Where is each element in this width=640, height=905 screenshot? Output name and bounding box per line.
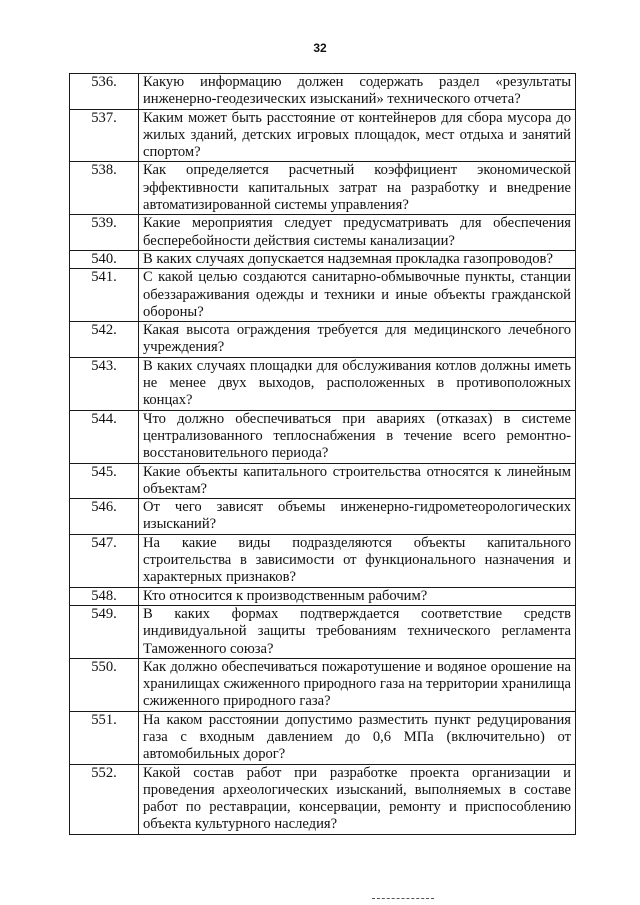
question-text: На какие виды подразделяются объекты капитального строительства в зависимости от функционального назначения и характерных признаков? xyxy=(139,534,576,587)
question-text: Какая высота ограждения требуется для медицинского лечебного учреждения? xyxy=(139,322,576,358)
scan-artifact-line xyxy=(372,898,434,900)
question-text: В каких случаях допускается надземная прокладка газопроводов? xyxy=(139,250,576,268)
question-number: 551. xyxy=(70,711,139,764)
question-row xyxy=(70,534,576,587)
question-number: 542. xyxy=(70,322,139,358)
question-row xyxy=(70,587,576,605)
question-row xyxy=(70,250,576,268)
question-text: Какие мероприятия следует предусматривать для обеспечения бесперебойности действия системы канализации? xyxy=(139,215,576,251)
question-text: Как определяется расчетный коэффициент экономической эффективности капитальных затрат на разработку и внедрение автоматизированной системы управления? xyxy=(139,162,576,215)
question-text: На каком расстоянии допустимо разместить пункт редуцирования газа с входным давлением до 0,6 МПа (включительно) от автомобильных дорог? xyxy=(139,711,576,764)
question-row xyxy=(70,215,576,251)
question-row xyxy=(70,162,576,215)
question-number: 547. xyxy=(70,534,139,587)
question-text: С какой целью создаются санитарно-обмывочные пункты, станции обеззараживания одежды и техники и иные объекты гражданской обороны? xyxy=(139,269,576,322)
question-number: 550. xyxy=(70,658,139,711)
question-number: 537. xyxy=(70,109,139,162)
question-number: 545. xyxy=(70,463,139,499)
questions-table xyxy=(69,73,576,835)
question-number: 543. xyxy=(70,357,139,410)
question-text: Какую информацию должен содержать раздел «результаты инженерно-геодезических изысканий» технического отчета? xyxy=(139,74,576,110)
question-text: От чего зависят объемы инженерно-гидрометеорологических изысканий? xyxy=(139,499,576,535)
question-row xyxy=(70,658,576,711)
question-row xyxy=(70,463,576,499)
question-text: Что должно обеспечиваться при авариях (отказах) в системе централизованного теплоснабжения в течение всего ремонтно-восстановительного периода? xyxy=(139,410,576,463)
question-number: 536. xyxy=(70,74,139,110)
question-number: 540. xyxy=(70,250,139,268)
question-row xyxy=(70,322,576,358)
question-number: 548. xyxy=(70,587,139,605)
question-row xyxy=(70,711,576,764)
question-number: 539. xyxy=(70,215,139,251)
question-number: 538. xyxy=(70,162,139,215)
question-row xyxy=(70,74,576,110)
question-row xyxy=(70,410,576,463)
questions-table-body xyxy=(70,74,576,835)
question-row xyxy=(70,499,576,535)
question-number: 544. xyxy=(70,410,139,463)
question-text: Каким может быть расстояние от контейнеров для сбора мусора до жилых зданий, детских игровых площадок, мест отдыха и занятий спортом? xyxy=(139,109,576,162)
question-text: Как должно обеспечиваться пожаротушение и водяное орошение на хранилищах сжиженного природного газа на территории хранилища сжиженного природного газа? xyxy=(139,658,576,711)
question-row xyxy=(70,764,576,834)
question-number: 541. xyxy=(70,269,139,322)
page-number: 32 xyxy=(313,41,327,55)
question-text: В каких случаях площадки для обслуживания котлов должны иметь не менее двух выходов, расположенных в противоположных концах? xyxy=(139,357,576,410)
question-text: Какие объекты капитального строительства относятся к линейным объектам? xyxy=(139,463,576,499)
question-row xyxy=(70,109,576,162)
question-row xyxy=(70,357,576,410)
question-number: 552. xyxy=(70,764,139,834)
question-text: Какой состав работ при разработке проекта организации и проведения археологических изысканий, выполняемых в составе работ по реставрации, консервации, ремонту и приспособлению объекта культурного наследия? xyxy=(139,764,576,834)
question-number: 546. xyxy=(70,499,139,535)
question-number: 549. xyxy=(70,605,139,658)
question-text: Кто относится к производственным рабочим? xyxy=(139,587,576,605)
question-text: В каких формах подтверждается соответствие средств индивидуальной защиты требованиям технического регламента Таможенного союза? xyxy=(139,605,576,658)
question-row xyxy=(70,269,576,322)
question-row xyxy=(70,605,576,658)
